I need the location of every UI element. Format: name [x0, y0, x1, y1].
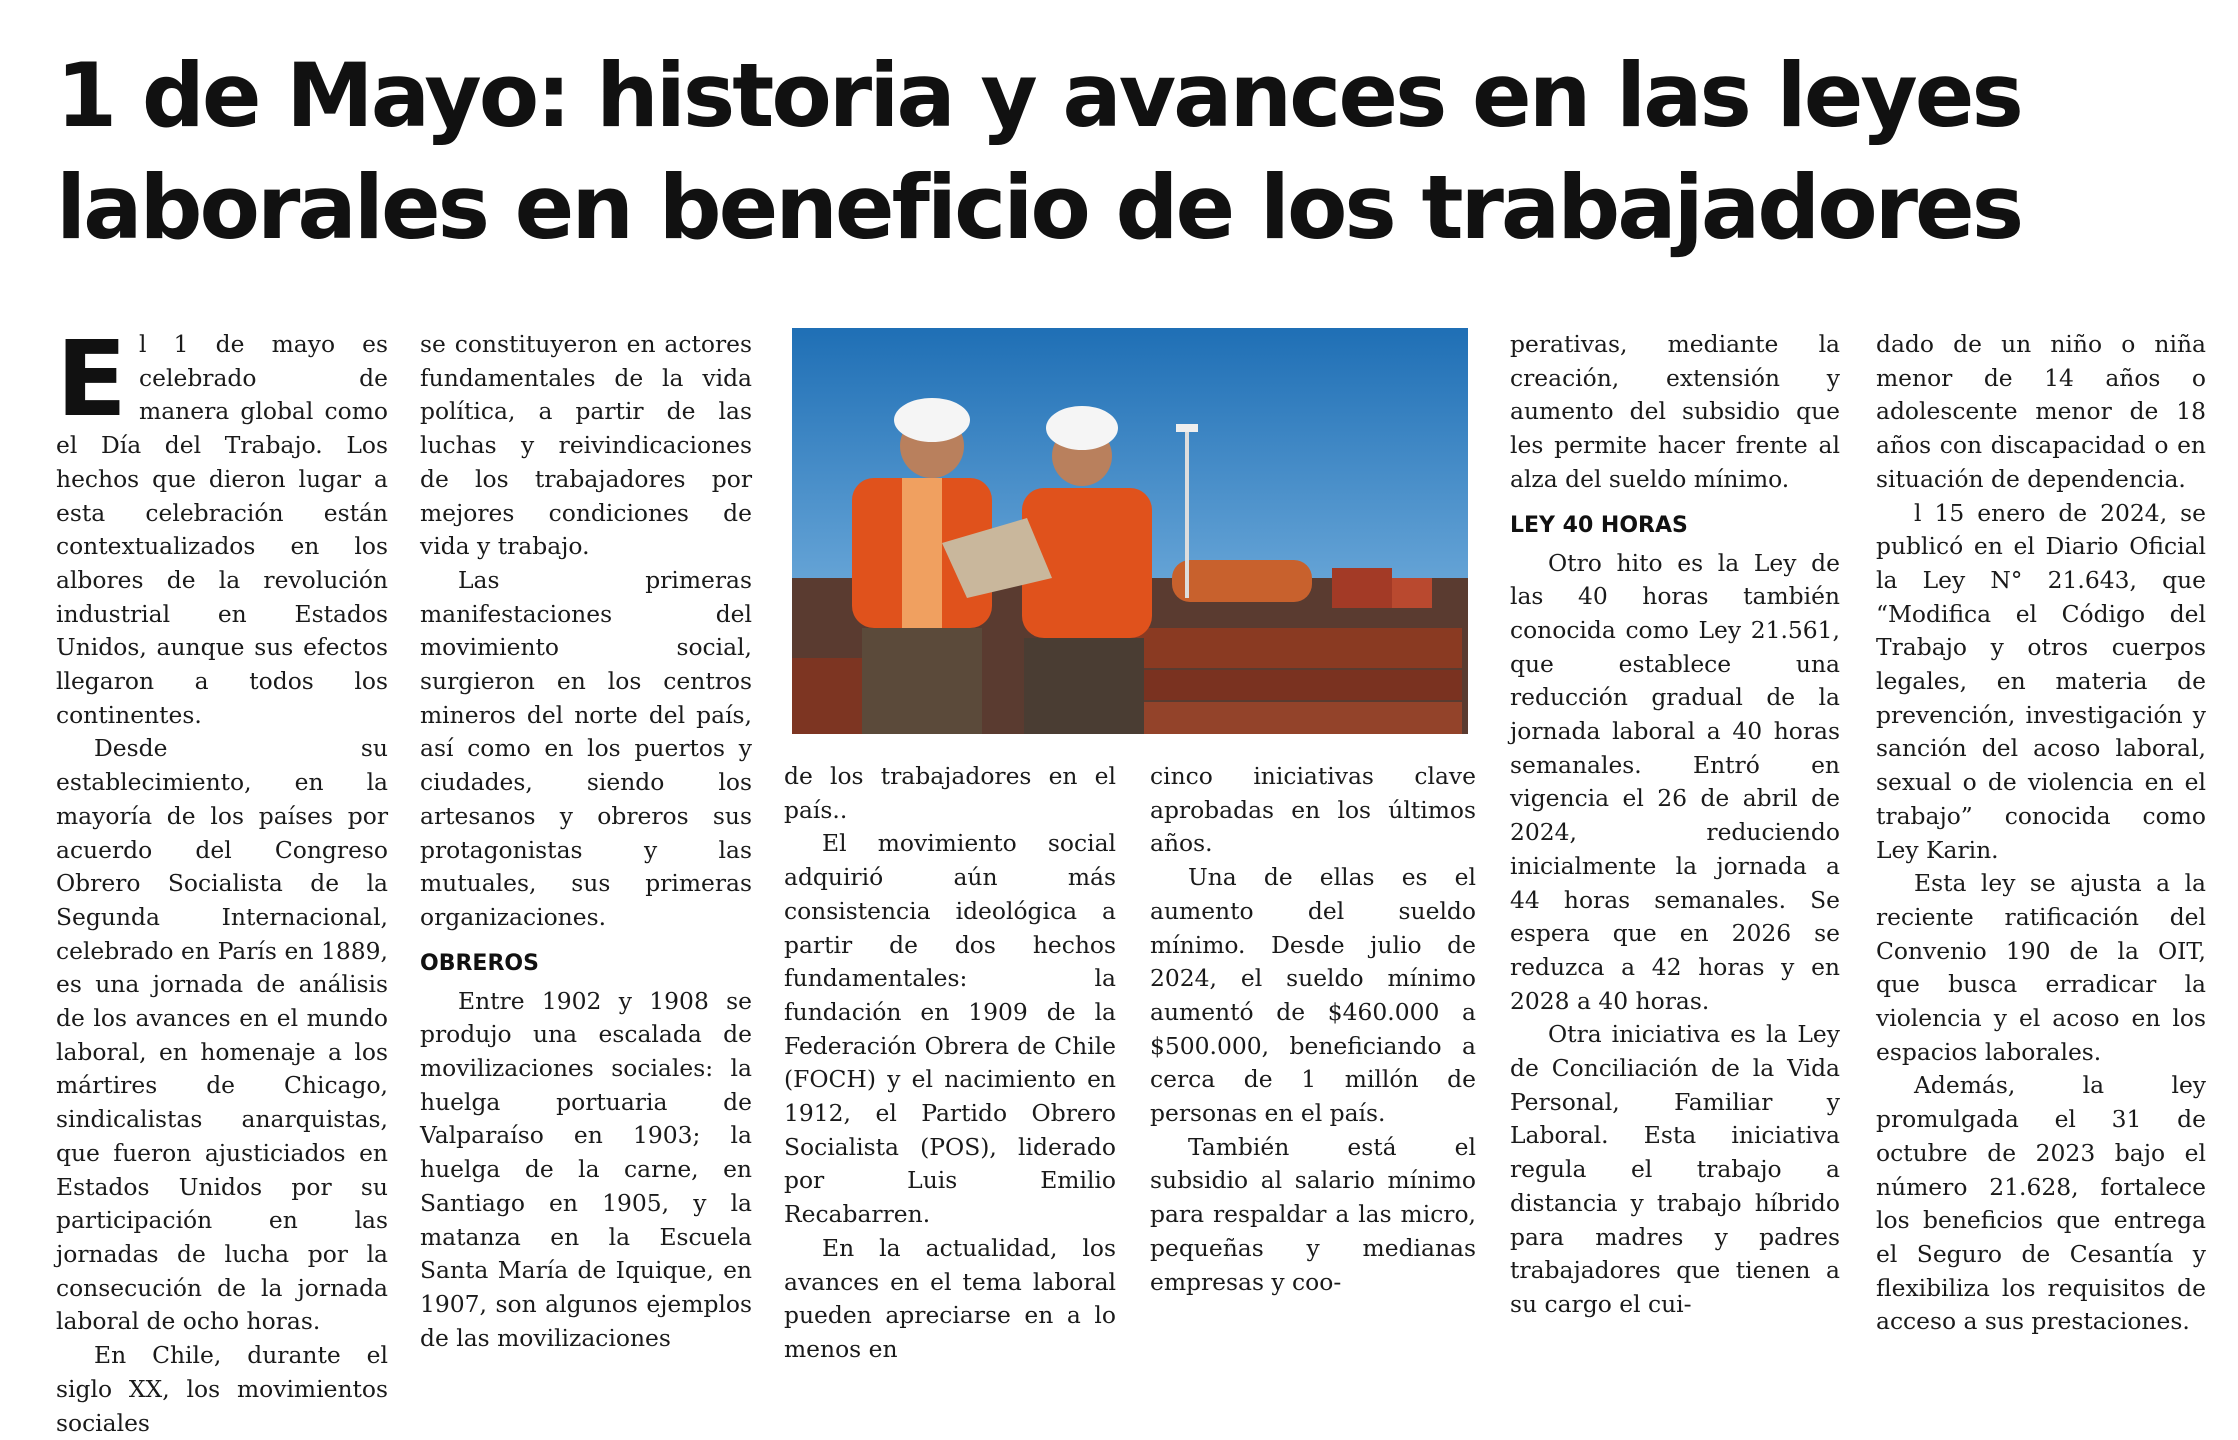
headline-line-2: laborales en beneficio de los trabajadores	[56, 156, 2022, 259]
paragraph: Entre 1902 y 1908 se produjo una escalada de movilizaciones sociales: la huelga portuaria de Valparaíso en 1903; la huelga de la carne, en Santiago en 1905, y la matanza en la Escuela Santa María de Iquique, en 1907, son algunos ejemplos de las movilizaciones	[420, 986, 752, 1352]
article-column-6	[1876, 328, 2206, 1339]
paragraph: cinco iniciativas clave aprobadas en los últimos años.	[1150, 762, 1476, 858]
article-photo-workers	[792, 328, 1468, 734]
section-heading-ley-40-horas: LEY 40 HORAS	[1510, 512, 1688, 538]
article-column-3	[784, 760, 1116, 1367]
photo-illustration	[792, 328, 1468, 734]
paragraph: l 15 enero de 2024, se publicó en el Diario Oficial la Ley N° 21.643, que “Modifica el Código del Trabajo y otros cuerpos legales, en materia de prevención, investigación y sanción del acoso laboral, sexual o de violencia en el trabajo” conocida como Ley Karin.	[1876, 498, 2206, 864]
drop-cap: E	[56, 318, 128, 440]
section-heading-obreros: OBREROS	[420, 950, 539, 976]
paragraph: Esta ley se ajusta a la reciente ratificación del Convenio 190 de la OIT, que busca erradicar la violencia y el acoso en los espacios laborales.	[1876, 869, 2206, 1066]
paragraph: Una de ellas es el aumento del sueldo mínimo. Desde julio de 2024, el sueldo mínimo aumentó de $460.000 a $500.000, beneficiando a cerca de 1 millón de personas en el país.	[1150, 863, 1476, 1128]
paragraph: También está el subsidio al salario mínimo para respaldar a las micro, pequeñas y medianas empresas y coo-	[1150, 1132, 1476, 1296]
paragraph: dado de un niño o niña menor de 14 años o adolescente menor de 18 años con discapacidad o en situación de dependencia.	[1876, 330, 2206, 493]
paragraph: En Chile, durante el siglo XX, los movimientos sociales	[56, 1341, 388, 1437]
paragraph: Otra iniciativa es la Ley de Conciliación de la Vida Personal, Familiar y Laboral. Esta iniciativa regula el trabajo a distancia y trabajo híbrido para madres y padres trabajadores que tienen a su cargo el cui-	[1510, 1020, 1840, 1318]
paragraph: Otro hito es la Ley de las 40 horas también conocida como Ley 21.561, que establece una reducción gradual de la jornada laboral a 40 horas semanales. Entró en vigencia el 26 de abril de 2024, reduciendo inicialmente la jornada a 44 horas semanales. Se espera que en 2026 se reduzca a 42 horas y en 2028 a 40 horas.	[1510, 548, 1840, 1015]
paragraph: l 1 de mayo es celebrado de manera global como el Día del Trabajo. Los hechos que dieron lugar a esta celebración están contextualizados en los albores de la revolución industrial en Estados Unidos, aunque sus efectos llegaron a todos los continentes.	[56, 330, 388, 729]
paragraph: Las primeras manifestaciones del movimiento social, surgieron en los centros mineros del norte del país, así como en los puertos y ciudades, siendo los artesanos y obreros sus protagonistas y las mutuales, sus primeras organizaciones.	[420, 565, 752, 931]
article-column-4	[1150, 760, 1476, 1299]
paragraph: de los trabajadores en el país..	[784, 762, 1116, 824]
article-column-2	[420, 328, 752, 1355]
headline	[56, 40, 2206, 264]
paragraph: El movimiento social adquirió aún más consistencia ideológica a partir de dos hechos fundamentales: la fundación en 1909 de la Federación Obrera de Chile (FOCH) y el nacimiento en 1912, el Partido Obrero Socialista (POS), liderado por Luis Emilio Recabarren.	[784, 829, 1116, 1229]
paragraph: se constituyeron en actores fundamentales de la vida política, a partir de las luchas y reivindicaciones de los trabajadores por mejores condiciones de vida y trabajo.	[420, 330, 752, 561]
paragraph: Desde su establecimiento, en la mayoría de los países por acuerdo del Congreso Obrero Socialista de la Segunda Internacional, celebrado en París en 1889, es una jornada de análisis de los avances en el mundo laboral, en homenaje a los mártires de Chicago, sindicalistas anarquistas, que fueron ajusticiados en Estados Unidos por su participación en las jornadas de lucha por la consecución de la jornada laboral de ocho horas.	[56, 734, 388, 1336]
paragraph: En la actualidad, los avances en el tema laboral pueden apreciarse en a lo menos en	[784, 1233, 1116, 1363]
headline-line-1: 1 de Mayo: historia y avances en las leyes	[56, 44, 2021, 147]
article-column-5	[1510, 328, 1840, 1322]
paragraph: perativas, mediante la creación, extensión y aumento del subsidio que les permite hacer frente al alza del sueldo mínimo.	[1510, 330, 1840, 493]
article-column-1	[56, 318, 388, 1440]
paragraph: Además, la ley promulgada el 31 de octubre de 2023 bajo el número 21.628, fortalece los beneficios que entrega el Seguro de Cesantía y flexibiliza los requisitos de acceso a sus prestaciones.	[1876, 1071, 2206, 1336]
